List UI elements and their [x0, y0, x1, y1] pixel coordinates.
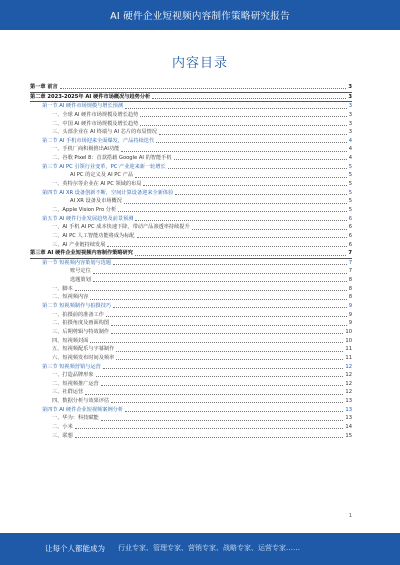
dot-leader [135, 171, 347, 177]
toc-entry-page: 4 [348, 137, 352, 144]
dot-leader [75, 285, 347, 291]
toc-entry[interactable] [30, 285, 352, 294]
toc-entry-title: 第四节 AI 硬件企业短视频案例分析 [42, 406, 124, 413]
toc-entry[interactable] [30, 111, 352, 120]
toc-entry[interactable] [30, 302, 352, 311]
toc-entry-page: 12 [345, 380, 352, 387]
toc-entry-title: 四、数据分析与效果评估 [52, 398, 110, 405]
toc-entry-page: 9 [348, 303, 352, 310]
dot-leader [135, 249, 346, 255]
toc-entry[interactable] [30, 102, 352, 111]
dot-leader [140, 120, 346, 126]
toc-entry-page: 10 [345, 328, 352, 335]
dot-leader [75, 432, 344, 438]
toc-entry[interactable] [30, 223, 352, 232]
toc-entry-title: 一、华为：科技赋能 [52, 415, 99, 422]
toc-entry-page: 15 [345, 432, 352, 439]
toc-entry-title: 二、小米 [52, 423, 73, 430]
toc-entry-page: 3 [348, 111, 352, 118]
toc-entry-title: 一、拍摄前的准备工作 [52, 311, 104, 318]
dot-leader [137, 232, 347, 238]
toc-entry-page: 5 [348, 163, 352, 170]
dot-leader [140, 111, 346, 117]
toc-entry-page: 7 [348, 259, 352, 266]
toc-entry[interactable] [30, 406, 352, 415]
toc-entry[interactable] [30, 93, 352, 103]
toc-entry-title: 第二节 AI 手机市场迎来全面爆发，产品持续迭代 [42, 137, 155, 144]
toc-entry[interactable] [30, 259, 352, 268]
dot-leader [75, 423, 344, 429]
dot-leader [192, 223, 347, 229]
toc-entry-title: 一、全球 AI 硬件市场规模及增长趋势 [52, 111, 139, 118]
toc-entry-title: 一、脚本 [52, 285, 73, 292]
toc-entry[interactable] [30, 128, 352, 137]
toc-entry-title: 第四节 AI XR 设备创新不断，空间计算设备迎来全新体验 [42, 189, 174, 196]
dot-leader [121, 145, 346, 151]
toc-entry[interactable] [30, 180, 352, 189]
toc-entry[interactable] [30, 388, 352, 397]
toc-entry-title: 二、谷歌 Pixel 8：首款搭载 Google AI 的智能手机 [52, 155, 172, 162]
toc-entry-title: 账号定位 [70, 268, 91, 275]
toc-entry-title: 三、后期剪辑与特效制作 [52, 328, 110, 335]
dot-leader [103, 363, 344, 369]
toc-entry[interactable] [30, 249, 352, 259]
toc-entry-title: AI XR 设备及市场概况 [70, 198, 122, 205]
toc-entry-page: 6 [348, 215, 352, 222]
dot-leader [93, 276, 347, 282]
toc-entry-page: 13 [345, 406, 352, 413]
toc-entry-page: 5 [348, 198, 352, 205]
toc-entry-page: 4 [348, 155, 352, 162]
toc-entry-page: 6 [348, 224, 352, 231]
toc-entry[interactable] [30, 163, 352, 172]
report-title: AI 硬件企业短视频内容制作策略研究报告 [110, 11, 290, 22]
toc-entry-title: 六、短视频发布时间及频率 [52, 354, 115, 361]
toc-entry-page: 9 [348, 311, 352, 318]
dot-leader [152, 93, 346, 99]
toc-entry-title: 二、中国 AI 硬件市场规模及增长趋势 [52, 120, 139, 127]
toc-entry[interactable] [30, 206, 352, 215]
toc-entry-page: 8 [348, 277, 352, 284]
dot-leader [111, 397, 343, 403]
dot-leader [113, 302, 347, 308]
toc-entry-title: 四、短视频封面 [52, 337, 89, 344]
toc-entry-page: 3 [348, 84, 352, 90]
toc-entry-page: 13 [345, 398, 352, 405]
toc-entry-title: 第二章 2023-2025年 AI 硬件市场概况与趋势分析 [30, 93, 151, 100]
toc-entry[interactable] [30, 371, 352, 380]
footer-roles: 行业专家、管理专家、营销专家、战略专家、运营专家…… [118, 544, 300, 552]
toc-entry[interactable] [30, 414, 352, 423]
toc-entry[interactable] [30, 432, 352, 441]
dot-leader [125, 102, 347, 108]
toc-entry-page: 5 [348, 206, 352, 213]
toc-entry-title: 第三节 短视频营销与运营 [42, 363, 101, 370]
header-bar [0, 0, 400, 30]
footer-slogan: 让每个人都能成为 [45, 544, 105, 553]
toc-entry-page: 9 [348, 320, 352, 327]
toc-entry-title: 二、AI PC 人工智能功能将成为标配 [52, 232, 135, 239]
toc-entry-title: 第五节 AI 硬件行业发展趋势及前景预测 [42, 215, 134, 222]
dot-leader [159, 128, 347, 134]
toc-entry[interactable] [30, 328, 352, 337]
dot-leader [156, 137, 347, 143]
toc-entry-page: 6 [348, 232, 352, 239]
toc-entry[interactable] [30, 120, 352, 129]
toc-entry-title: 三、联想 [52, 432, 73, 439]
toc-entry[interactable] [30, 83, 352, 93]
toc-entry-page: 3 [348, 120, 352, 127]
toc-entry-page: 6 [348, 241, 352, 248]
toc-entry-page: 3 [348, 93, 352, 100]
toc-entry-page: 4 [348, 146, 352, 153]
toc-entry-page: 7 [348, 268, 352, 275]
toc-entry-title: 第三节 AI PC 引领行业变革，PC 产业迎来新一轮增长 [42, 163, 166, 170]
toc-entry[interactable] [30, 276, 352, 285]
toc-entry-title: 一、AI 手机 AI PC 成本快速下降，带动产品渗透率持续提升 [52, 224, 190, 231]
toc-entry[interactable] [30, 380, 352, 389]
dot-leader [111, 328, 343, 334]
toc-entry-page: 5 [348, 181, 352, 188]
toc-entry-page: 8 [348, 294, 352, 301]
toc-entry[interactable] [30, 215, 352, 224]
dot-leader [106, 311, 347, 317]
dot-leader [135, 215, 346, 221]
toc-entry-page: 14 [345, 423, 352, 430]
toc-entry-title: 二、短视频内容 [52, 294, 89, 301]
toc-entry[interactable] [30, 189, 352, 198]
toc-heading: 内容目录 [171, 56, 228, 71]
page-number: 1 [348, 513, 352, 519]
dot-leader [118, 206, 347, 212]
toc-entry-page: 3 [348, 103, 352, 110]
dot-leader [93, 267, 347, 273]
toc-entry-title: 选题策划 [70, 277, 91, 284]
dot-leader [90, 293, 346, 299]
toc-entry[interactable] [30, 197, 352, 206]
dot-leader [175, 189, 346, 195]
toc-entry-page: 3 [348, 129, 352, 136]
toc-entry-page: 10 [345, 337, 352, 344]
toc-entry-page: 8 [348, 285, 352, 292]
toc-entry-title: 三、头部企业在 AI 终端与 AI 芯片的布局情况 [52, 129, 157, 136]
toc-entry[interactable] [30, 293, 352, 302]
toc-entry-page: 11 [345, 354, 352, 361]
toc-entry-page: 12 [345, 372, 352, 379]
table-of-contents [30, 83, 352, 440]
dot-leader [125, 406, 343, 412]
toc-entry-title: 一、打造品牌形象 [52, 372, 94, 379]
dot-leader [107, 241, 346, 247]
toc-entry-page: 13 [345, 415, 352, 422]
footer-bar [0, 533, 400, 565]
dot-leader [116, 354, 343, 360]
dot-leader [90, 337, 343, 343]
toc-entry[interactable] [30, 354, 352, 363]
toc-entry-title: 第一章 前言 [30, 84, 58, 90]
dot-leader [101, 414, 344, 420]
toc-entry[interactable] [30, 397, 352, 406]
toc-entry-title: 二、短视频推广运营 [52, 380, 99, 387]
toc-entry-title: 二、拍摄角度及画面构图 [52, 320, 110, 327]
toc-entry-page: 7 [348, 250, 352, 257]
toc-entry-page: 11 [345, 346, 352, 353]
toc-entry[interactable] [30, 241, 352, 250]
dot-leader [113, 259, 347, 265]
dot-leader [168, 163, 347, 169]
toc-entry-title: 第二节 短视频制作与拍摄技巧 [42, 303, 112, 310]
toc-entry-page: 5 [348, 172, 352, 179]
toc-entry-title: 三、AI 产业链持续发展 [52, 241, 106, 248]
toc-entry-title: AI PC 的定义及 AI PC 产品 [70, 172, 134, 179]
toc-entry-title: 第一节 AI 硬件市场规模与增长预测 [42, 103, 124, 110]
dot-leader [85, 388, 343, 394]
toc-entry-title: 一、英特尔等企业在 AI PC 领域的布局 [52, 181, 142, 188]
dot-leader [60, 83, 347, 89]
toc-entry-page: 12 [345, 389, 352, 396]
toc-entry[interactable] [30, 267, 352, 276]
toc-entry[interactable] [30, 154, 352, 163]
toc-entry[interactable] [30, 145, 352, 154]
toc-entry-title: 一、手机厂商积极推出AI功能 [52, 146, 120, 153]
toc-entry[interactable] [30, 319, 352, 328]
toc-entry-title: 二、Apple Vision Pro 分析 [52, 206, 117, 213]
dot-leader [96, 371, 344, 377]
dot-leader [116, 345, 343, 351]
dot-leader [143, 180, 346, 186]
toc-entry[interactable] [30, 363, 352, 372]
toc-entry-title: 第三章 AI 硬件企业短视频内容制作策略研究 [30, 250, 133, 257]
dot-leader [101, 380, 344, 386]
toc-entry-page: 12 [345, 363, 352, 370]
toc-entry[interactable] [30, 337, 352, 346]
toc-entry[interactable] [30, 311, 352, 320]
toc-entry-title: 第一节 短视频内容策划与选题 [42, 259, 112, 266]
dot-leader [111, 319, 347, 325]
toc-entry[interactable] [30, 232, 352, 241]
toc-entry-page: 5 [348, 189, 352, 196]
toc-entry[interactable] [30, 345, 352, 354]
toc-entry[interactable] [30, 171, 352, 180]
toc-entry-title: 三、社群运营 [52, 389, 84, 396]
toc-entry-title: 五、短视频配乐与字幕制作 [52, 346, 115, 353]
toc-entry[interactable] [30, 423, 352, 432]
toc-entry[interactable] [30, 137, 352, 146]
dot-leader [124, 197, 347, 203]
dot-leader [174, 154, 347, 160]
